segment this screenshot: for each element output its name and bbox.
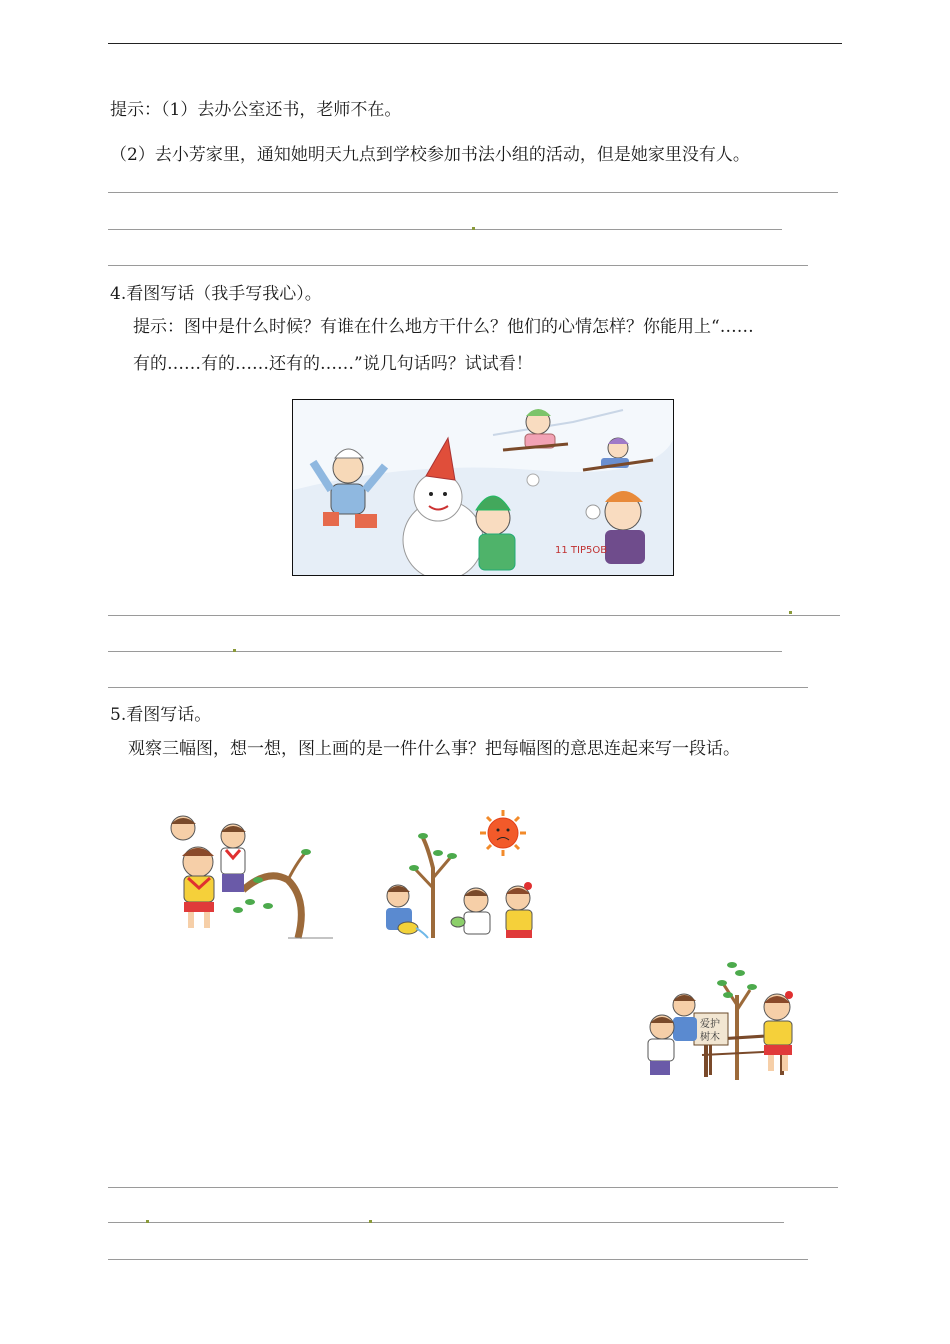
q4-title: 4.看图写话（我手写我心）。	[110, 284, 322, 304]
q4-hint-line-2: 有的……有的……还有的……”说几句话吗？试试看！	[133, 354, 533, 374]
q5-title: 5.看图写话。	[110, 705, 212, 725]
answer-line	[108, 687, 808, 688]
answer-line	[108, 615, 840, 616]
watering-tree-illustration	[368, 808, 543, 940]
answer-line	[108, 1259, 808, 1260]
stray-mark	[146, 1220, 149, 1223]
hint-label: 提示：	[110, 100, 161, 120]
answer-line	[108, 265, 808, 266]
protect-tree-illustration	[632, 955, 810, 1085]
picture-2-watering-tree	[368, 808, 543, 940]
answer-line	[108, 1187, 838, 1188]
stray-mark	[233, 649, 236, 652]
picture-1-bent-tree	[158, 810, 338, 945]
hint-line-1	[110, 99, 401, 121]
q4-hint-line-1: 提示：图中是什么时候？有谁在什么地方干什么？他们的心情怎样？你能用上“……	[133, 317, 754, 337]
snow-scene-illustration	[293, 400, 673, 575]
stray-mark	[472, 227, 475, 230]
snow-scene-picture	[292, 399, 674, 576]
sign-text-line-1: 爱护	[700, 1019, 720, 1030]
top-rule	[108, 43, 842, 44]
answer-line	[108, 229, 782, 230]
bent-tree-illustration	[158, 810, 338, 945]
sun-icon	[480, 810, 526, 856]
hint-item-1: （1）去办公室还书，老师不在。	[161, 100, 402, 120]
picture-3-protect-tree	[632, 955, 810, 1085]
sign-board	[694, 1013, 728, 1075]
answer-line	[108, 651, 782, 652]
stray-mark	[789, 611, 792, 614]
answer-line	[108, 1222, 784, 1223]
hint-line-2: （2）去小芳家里，通知她明天九点到学校参加书法小组的活动，但是她家里没有人。	[110, 145, 750, 165]
answer-line	[108, 192, 838, 193]
sign-text-line-2: 树木	[700, 1032, 720, 1043]
image-watermark-text: 11 TIP5OB	[555, 545, 608, 556]
stray-mark	[369, 1220, 372, 1223]
q5-instruction: 观察三幅图，想一想，图上画的是一件什么事？把每幅图的意思连起来写一段话。	[128, 739, 740, 759]
